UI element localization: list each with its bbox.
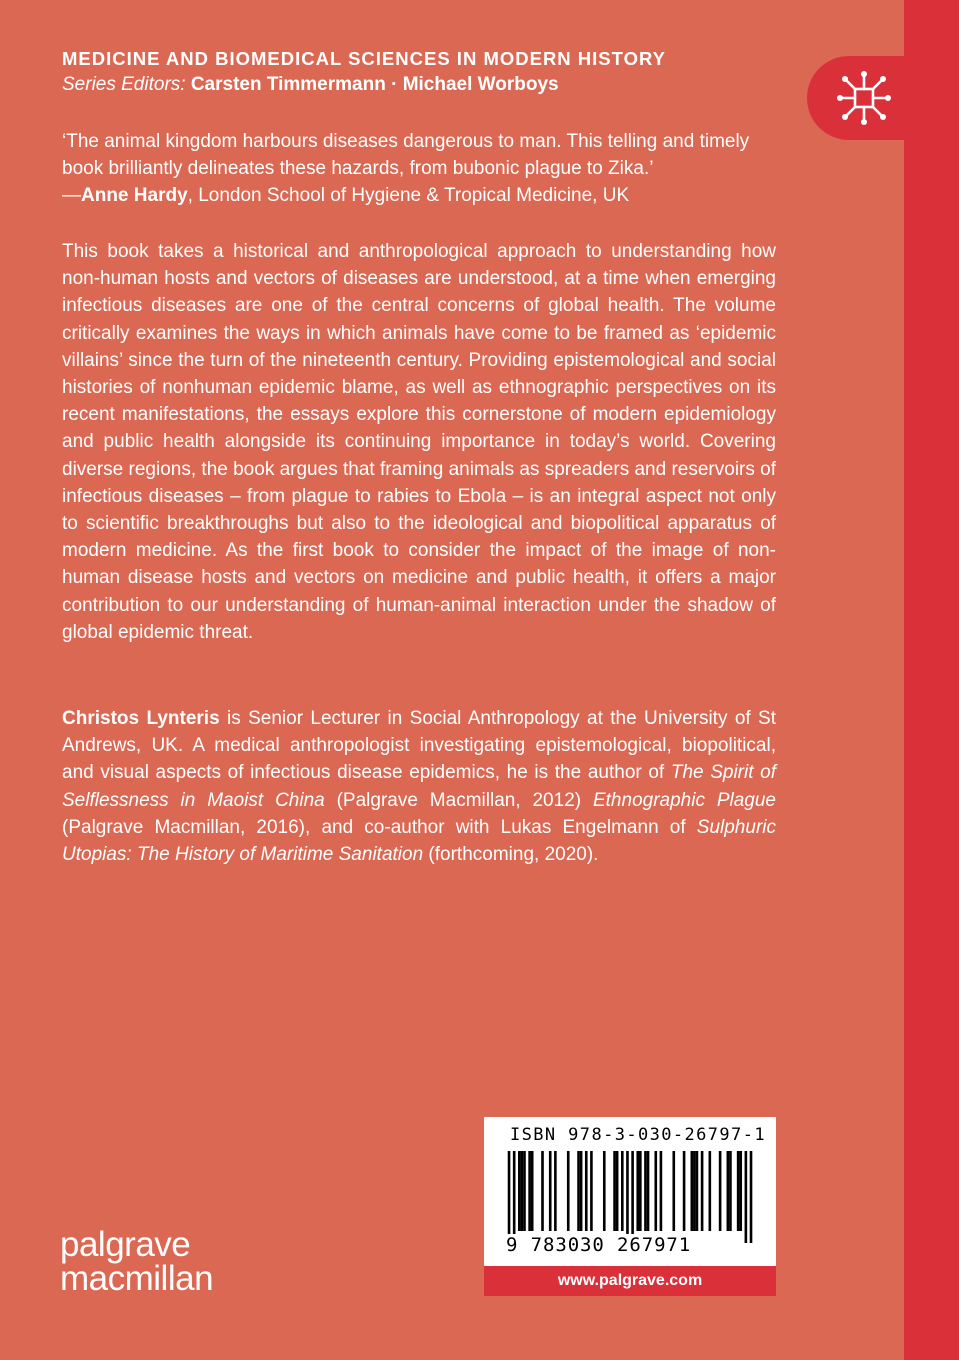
endorsement-quote (62, 128, 782, 209)
quote-affiliation: , London School of Hygiene & Tropical Medicine, UK (187, 185, 630, 206)
barcode-bar (541, 1151, 544, 1231)
barcode-bar (631, 1151, 634, 1243)
barcode-bar (639, 1151, 642, 1231)
barcode-bar (613, 1151, 616, 1231)
bio-text-2: (Palgrave Macmillan, 2012) (324, 789, 593, 811)
barcode-bar (531, 1151, 534, 1231)
barcode-bar (719, 1151, 722, 1231)
barcode-bar (626, 1151, 629, 1243)
barcode-digits: 9 783030 267971 (506, 1234, 692, 1256)
barcode-bar (577, 1151, 580, 1231)
quote-text: ‘The animal kingdom harbours diseases dangerous to man. This telling and timely book brilliantly delineates these hazards, from bubonic plague to Zika.’ (62, 131, 750, 179)
barcode-bar (621, 1151, 624, 1231)
barcode-bar (647, 1151, 650, 1231)
bio-book-title-1: The Spirit of Selflessness in Maoist China (62, 762, 776, 811)
bio-text-3: (Palgrave Macmillan, 2016), and co-author with Lukas Engelmann of (62, 816, 697, 838)
publisher-name-line1: palgrave (60, 1225, 191, 1264)
barcode-bars (500, 1151, 760, 1243)
barcode-bar (523, 1151, 526, 1231)
barcode-bar (518, 1151, 521, 1231)
barcode-bar (683, 1151, 686, 1231)
isbn-label: ISBN 978-3-030-26797-1 (510, 1125, 766, 1145)
series-editors-names: Carsten Timmermann · Michael Worboys (190, 74, 559, 95)
quote-author: Anne Hardy (81, 185, 188, 206)
barcode-bar (737, 1151, 740, 1231)
barcode-bar (636, 1151, 639, 1231)
barcode-bar (528, 1151, 531, 1231)
barcode-bar (654, 1151, 657, 1231)
barcode-bar (567, 1151, 570, 1231)
series-editors (62, 72, 822, 98)
bio-author-name: Christos Lynteris (62, 708, 220, 729)
barcode-bar (672, 1151, 675, 1231)
barcode-bar (580, 1151, 583, 1231)
barcode-bar (644, 1151, 647, 1231)
barcode-bar (521, 1151, 524, 1231)
spine-band (904, 0, 959, 1360)
barcode-bar (709, 1151, 712, 1231)
author-bio (62, 705, 776, 868)
series-editors-label: Series Editors: (62, 74, 186, 95)
publisher-name-line2: macmillan (60, 1259, 214, 1298)
barcode-bar (727, 1151, 730, 1231)
publisher-url: www.palgrave.com (484, 1266, 776, 1296)
barcode-bar (739, 1151, 742, 1231)
series-title: MEDICINE AND BIOMEDICAL SCIENCES IN MODERN HISTORY (62, 48, 667, 69)
barcode-bar (585, 1151, 588, 1231)
barcode-bar (750, 1151, 753, 1243)
isbn-barcode (484, 1117, 776, 1266)
publisher-logo (60, 1225, 214, 1298)
barcode-bar (549, 1151, 552, 1231)
barcode-bar (701, 1151, 704, 1231)
series-logo-tab (807, 56, 959, 140)
barcode-bar (590, 1151, 593, 1231)
barcode-bar (660, 1151, 663, 1231)
book-description: This book takes a historical and anthropological approach to understanding how non-human hosts and vectors of diseases are understood, at a time when emerging infectious diseases are one of the central concerns of global health. The volume critically examines the ways in which animals have come to be framed as ‘epidemic villains’ since the turn of the nineteenth century. Providing epistemological and social histories of nonhuman epidemic blame, as well as ethnographic perspectives on its recent manifestations, the essays explore this cornerstone of modern epidemiology and public health alongside its continuing importance in today’s world. Covering diverse regions, the book argues that framing animals as spreaders and reservoirs of infectious diseases – from plague to rabies to Ebola – is an integral aspect not only to scientific breakthroughs but also to the ideological and biopolitical apparatus of modern medicine. As the first book to consider the impact of the image of non-human disease hosts and vectors on medicine and public health, it offers a major contribution to our understanding of human-animal interaction under the shadow of global epidemic threat. (62, 241, 776, 643)
palgrave-network-logo-icon (835, 69, 893, 127)
barcode-bar (554, 1151, 557, 1231)
barcode-bar (696, 1151, 699, 1231)
quote-dash: — (62, 185, 81, 206)
bio-book-title-2: Ethnographic Plague (592, 789, 777, 811)
barcode-bar (691, 1151, 694, 1231)
barcode-bar (745, 1151, 748, 1243)
series-header (62, 46, 822, 98)
bio-text-4: (forthcoming, 2020). (423, 844, 599, 866)
bio-book-title-3: Sulphuric Utopias: The History of Maritime Sanitation (62, 816, 776, 866)
barcode-bar (729, 1151, 732, 1231)
barcode-bar (508, 1151, 511, 1243)
bio-text-1: is Senior Lecturer in Social Anthropology at the University of St Andrews, UK. A medical anthropologist investigating epistemological, biopolitical, and visual aspects of infectious disease epidemics, he is the author of (62, 708, 776, 784)
barcode-bar (603, 1151, 606, 1231)
barcode-bar (616, 1151, 619, 1231)
barcode-bar (693, 1151, 696, 1231)
barcode-bar (513, 1151, 516, 1243)
